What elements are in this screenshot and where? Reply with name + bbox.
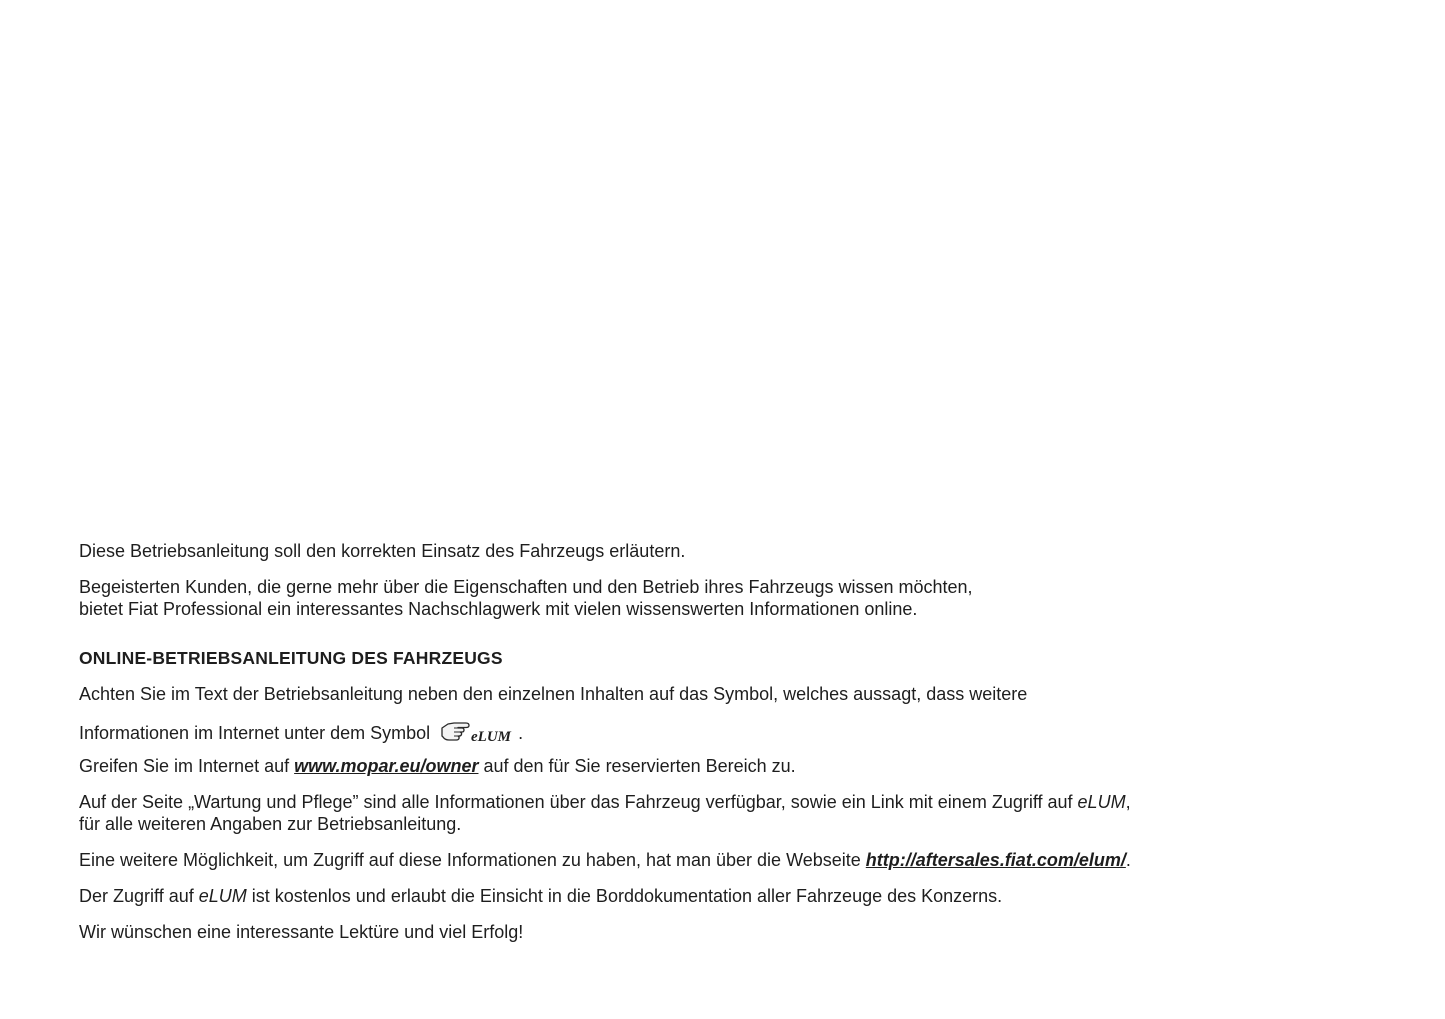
access-text-after: ist kostenlos und erlaubt die Einsicht in die Borddokumentation aller Fahrzeuge des Konzerns.	[246, 886, 1003, 906]
closing-text: Wir wünschen eine interessante Lektüre und viel Erfolg!	[79, 922, 524, 942]
intro-text-line2: bietet Fiat Professional ein interessantes Nachschlagwerk mit vielen wissenswerten Informationen online.	[79, 599, 918, 619]
aftersales-paragraph	[79, 849, 1259, 871]
elum-symbol	[440, 719, 512, 745]
closing-paragraph	[79, 921, 1259, 943]
mopar-text-after: auf den für Sie reservierten Bereich zu.	[478, 756, 796, 776]
access-text-before: Der Zugriff auf	[79, 886, 199, 906]
manual-intro-page	[79, 540, 1259, 957]
symbol-info-period: .	[518, 723, 524, 743]
maintenance-text-line2: für alle weiteren Angaben zur Betriebsanleitung.	[79, 814, 462, 834]
access-paragraph	[79, 885, 1259, 907]
mopar-paragraph	[79, 755, 1259, 777]
intro-paragraph-customers	[79, 576, 1259, 620]
symbol-info-line2: Informationen im Internet unter dem Symbol	[79, 723, 431, 743]
mopar-owner-link[interactable]: www.mopar.eu/owner	[294, 756, 479, 776]
intro-paragraph	[79, 540, 1259, 562]
intro-text-line1: Begeisterten Kunden, die gerne mehr über die Eigenschaften und den Betrieb ihres Fahrzeugs wissen möchten,	[79, 577, 973, 597]
symbol-info-line1: Achten Sie im Text der Betriebsanleitung neben den einzelnen Inhalten auf das Symbol, welches aussagt, dass weitere	[79, 684, 1028, 704]
aftersales-elum-link[interactable]: http://aftersales.fiat.com/elum/	[865, 850, 1126, 870]
pointing-hand-icon	[440, 719, 512, 745]
intro-text: Diese Betriebsanleitung soll den korrekten Einsatz des Fahrzeugs erläutern.	[79, 541, 686, 561]
elum-emphasis: eLUM	[198, 886, 247, 906]
symbol-info-paragraph	[79, 683, 1259, 745]
maintenance-comma: ,	[1125, 792, 1131, 812]
section-heading: ONLINE-BETRIEBSANLEITUNG DES FAHRZEUGS	[79, 648, 503, 668]
aftersales-period: .	[1125, 850, 1131, 870]
maintenance-text-before: Auf der Seite „Wartung und Pflege” sind alle Informationen über das Fahrzeug verfügbar, sowie ein Link mit einem Zugriff auf	[79, 792, 1078, 812]
aftersales-text-before: Eine weitere Möglichkeit, um Zugriff auf diese Informationen zu haben, hat man über die Webseite	[79, 850, 866, 870]
mopar-text-before: Greifen Sie im Internet auf	[79, 756, 295, 776]
elum-emphasis: eLUM	[1077, 792, 1126, 812]
maintenance-paragraph	[79, 791, 1259, 835]
elum-symbol-text: eLUM	[471, 729, 512, 745]
